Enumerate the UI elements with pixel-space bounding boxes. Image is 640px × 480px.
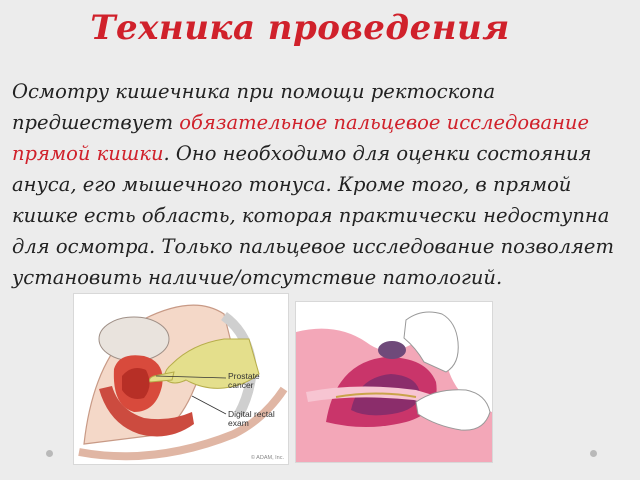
rectal-exam-diagram — [296, 302, 492, 462]
body-text — [12, 76, 624, 293]
decor-dot-right — [590, 450, 597, 457]
body-text-intro: Осмотру кишечника при помощи ректоскопа предшествует — [12, 80, 496, 134]
label-digital-rectal-exam: Digital rectal exam — [228, 409, 275, 428]
slide-title: Техника проведения — [90, 8, 510, 48]
rectal-exam-graphic — [296, 302, 492, 462]
illustration-credit: © ADAM, Inc. — [250, 455, 284, 461]
body-text-rest: . Оно необходимо для оценки состояния ануса, его мышечного тонуса. Кроме того, в прямой кишке есть область, которая практически недоступна для осмотра. Только пальцевое исследование позволяет установить наличие/отсутствие патологий. — [12, 142, 614, 289]
decor-dot-left — [46, 450, 53, 457]
body-text-highlight: обязательное пальцевое исследование прямой кишки — [12, 111, 590, 165]
label-prostate-cancer: Prostate cancer — [228, 371, 260, 390]
anatomy-illustration-dre — [74, 294, 288, 464]
